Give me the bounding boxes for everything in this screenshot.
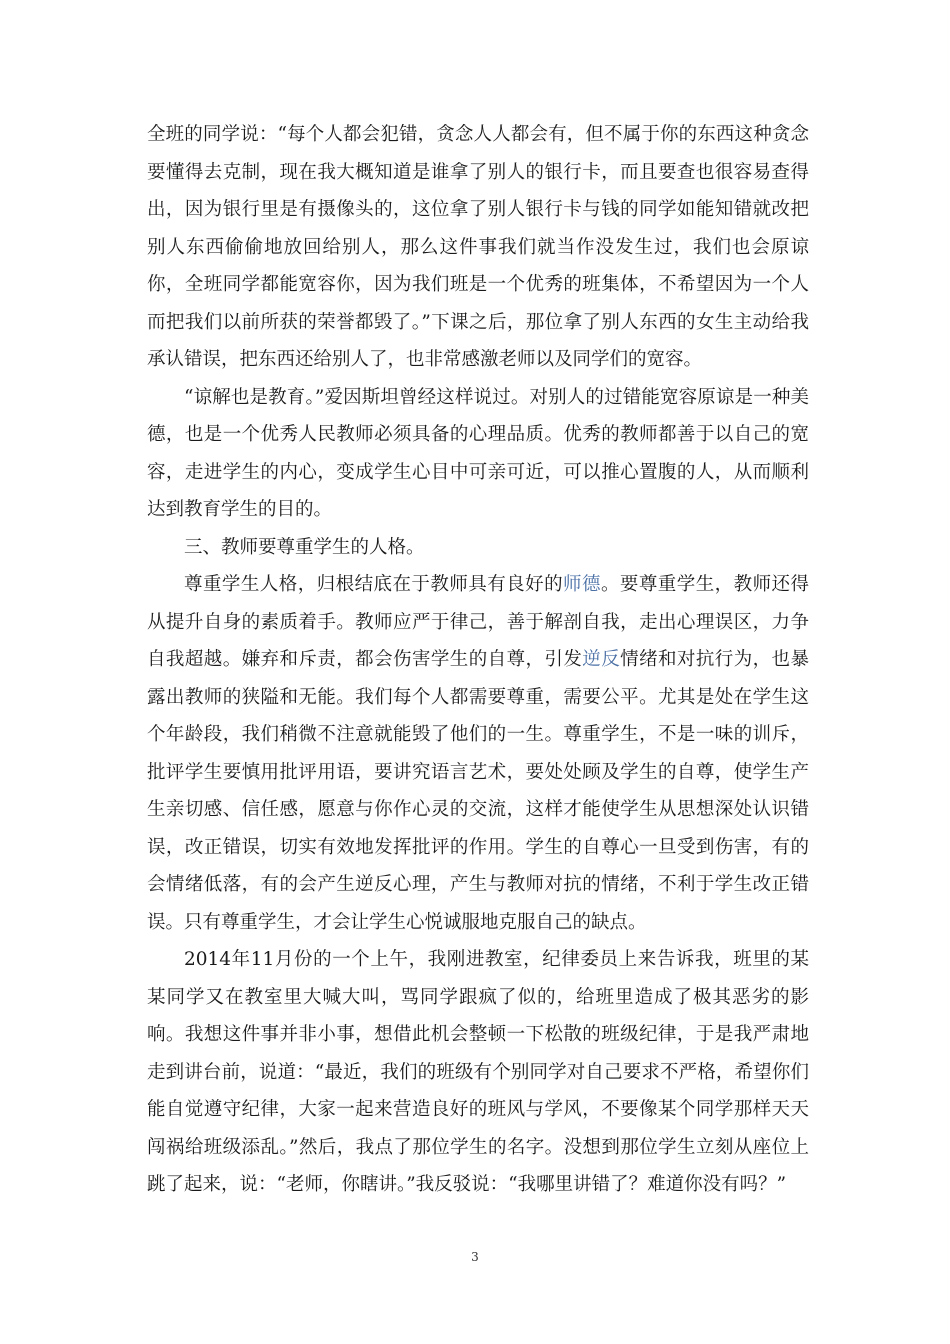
paragraph-4 (147, 566, 809, 941)
section-heading (147, 529, 809, 567)
paragraph-2 (147, 379, 809, 529)
keyword-link-shide[interactable]: 师德 (563, 574, 601, 595)
document-body (147, 116, 809, 1204)
section-heading-text: 三、教师要尊重学生的人格。 (184, 536, 425, 558)
page-number: 3 (471, 1250, 479, 1264)
paragraph-1 (147, 116, 809, 379)
paragraph-text: 尊重学生人格，归根结底在于教师具有良好的 (184, 574, 564, 595)
paragraph-text: 情绪和对抗行为，也暴露出教师的狭隘和无能。我们每个人都需要尊重，需要公平。尤其是处在学生这个年龄段，我们稍微不注意就能毁了他们的一生。尊重学生，不是一味的训斥，批评学生要慎用批评用语，要讲究语言艺术，要处处顾及学生的自尊，使学生产生亲切感、信任感，愿意与你作心灵的交流，这样才能使学生从思想深处认识错误，改正错误，切实有效地发挥批评的作用。学生的自尊心一旦受到伤害，有的会情绪低落，有的会产生逆反心理，产生与教师对抗的情绪，不利于学生改正错误。只有尊重学生，才会让学生心悦诚服地克服自己的缺点。 (147, 649, 809, 933)
paragraph-text: 全班的同学说：“每个人都会犯错，贪念人人都会有，但不属于你的东西这种贪念要懂得去克制，现在我大概知道是谁拿了别人的银行卡，而且要查也很容易查得出，因为银行里是有摄像头的，这位拿了别人银行卡与钱的同学如能知错就改把别人东西偷偷地放回给别人，那么这件事我们就当作没发生过，我们也会原谅你，全班同学都能宽容你，因为我们班是一个优秀的班集体，不希望因为一个人而把我们以前所获的荣誉都毁了。”下课之后，那位拿了别人东西的女生主动给我承认错误，把东西还给别人了，也非常感激老师以及同学们的宽容。 (147, 124, 809, 370)
paragraph-text: 2014年11月份的一个上午，我刚进教室，纪律委员上来告诉我，班里的某某同学又在教室里大喊大叫，骂同学跟疯了似的，给班里造成了极其恶劣的影响。我想这件事并非小事，想借此机会整顿一下松散的班级纪律，于是我严肃地走到讲台前，说道：“最近，我们的班级有个别同学对自己要求不严格，希望你们能自觉遵守纪律，大家一起来营造良好的班风与学风，不要像某个同学那样天天闯祸给班级添乱。”然后，我点了那位学生的名字。没想到那位学生立刻从座位上跳了起来，说：“老师，你瞎讲。”我反驳说：“我哪里讲错了？难道你没有吗？” (147, 949, 809, 1195)
paragraph-text: 。要尊重学生，教师还得从提升自身的素质着手。教师应严于律己，善于解剖自我，走出心理误区，力争自我超越。嫌弃和斥责，都会伤害学生的自尊，引发 (147, 574, 809, 670)
paragraph-text: “谅解也是教育。”爱因斯坦曾经这样说过。对别人的过错能宽容原谅是一种美德，也是一个优秀人民教师必须具备的心理品质。优秀的教师都善于以自己的宽容，走进学生的内心，变成学生心目中可亲可近，可以推心置腹的人，从而顺利达到教育学生的目的。 (147, 386, 809, 520)
paragraph-5 (147, 941, 809, 1204)
keyword-link-nifan[interactable]: 逆反 (582, 649, 621, 670)
